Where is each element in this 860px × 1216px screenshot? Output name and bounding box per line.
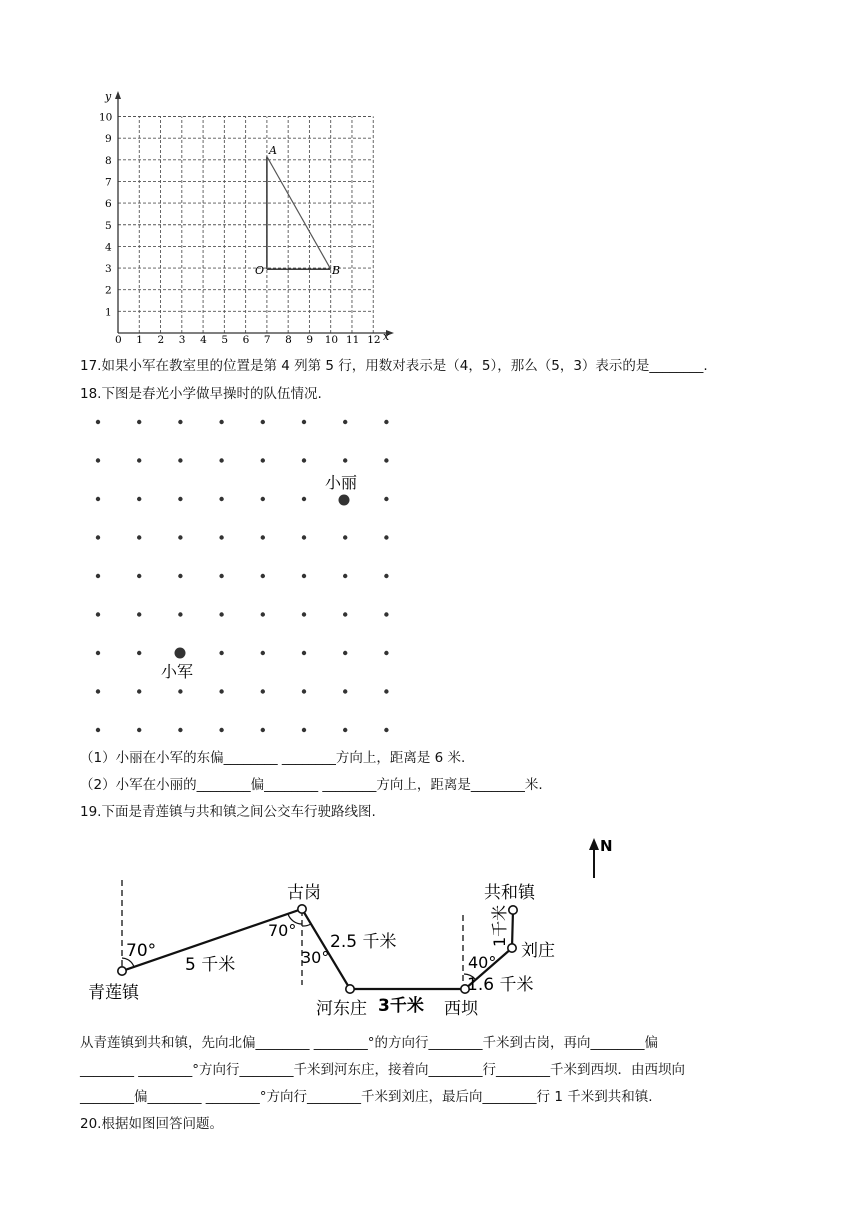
x-tick-labels: [115, 334, 381, 344]
formation-dot: [302, 497, 306, 501]
formation-dot: [137, 535, 141, 539]
north-arrow-icon: [589, 838, 599, 850]
formation-dot: [384, 458, 388, 462]
segment-ab: [267, 157, 331, 270]
distance-label-2-5: 2.5 千米: [330, 932, 397, 952]
question-17: 17.如果小军在教室里的位置是第 4 列第 5 行，用数对表示是（4，5），那么（5，3）表示的是________.: [80, 358, 708, 374]
formation-dot: [384, 689, 388, 693]
formation-dot: [137, 612, 141, 616]
formation-dot: [302, 728, 306, 732]
coordinate-grid-figure: [95, 88, 395, 344]
formation-dot: [343, 689, 347, 693]
point-o-label: O: [255, 264, 265, 277]
question-18-sub2: （2）小军在小丽的________偏________ ________方向上，距离是________米.: [80, 777, 543, 793]
point-b-label: B: [332, 264, 341, 277]
point-a-label: A: [269, 144, 277, 157]
formation-dot: [261, 612, 265, 616]
formation-dot: [137, 420, 141, 424]
formation-dot: [178, 535, 182, 539]
formation-dot: [219, 689, 223, 693]
y-tick-label: 3: [105, 263, 112, 276]
grid-lines: [118, 117, 373, 334]
station-liuzhuang: [508, 944, 516, 952]
angle-label-40: 40°: [468, 953, 497, 972]
bus-route-figure: [80, 830, 660, 1030]
formation-dot: [384, 612, 388, 616]
formation-dot: [261, 420, 265, 424]
north-label: N: [600, 837, 613, 855]
x-tick-label: 2: [157, 334, 165, 344]
y-tick-label: 9: [105, 133, 112, 146]
x-tick-label: 12: [367, 334, 381, 344]
formation-dot: [137, 497, 141, 501]
formation-dot: [261, 574, 265, 578]
y-tick-labels: [99, 112, 112, 319]
formation-dot: [384, 420, 388, 424]
formation-dot: [343, 612, 347, 616]
formation-dot: [96, 612, 100, 616]
x-tick-label: 1: [136, 334, 143, 344]
station-qinglian: [118, 967, 126, 975]
formation-dot: [96, 535, 100, 539]
formation-dot: [219, 535, 223, 539]
town-qinglian-label: 青莲镇: [88, 983, 139, 1003]
formation-dot: [96, 728, 100, 732]
formation-dot: [219, 497, 223, 501]
formation-dot: [261, 497, 265, 501]
x-tick-label: 11: [345, 334, 360, 344]
formation-dot: [96, 651, 100, 655]
y-axis-label: y: [105, 90, 112, 103]
x-tick-label: 7: [263, 334, 271, 344]
xiaojun-label: 小军: [161, 662, 194, 681]
y-tick-label: 6: [105, 198, 112, 211]
angle-arc-gugang-bottom: [302, 924, 311, 926]
formation-dot: [137, 689, 141, 693]
formation-dot: [302, 535, 306, 539]
question-18-title: 18.下图是春光小学做早操时的队伍情况.: [80, 386, 322, 402]
town-gonghe-label: 共和镇: [484, 883, 535, 903]
formation-dot: [178, 458, 182, 462]
y-tick-label: 7: [105, 176, 112, 189]
formation-dot: [343, 574, 347, 578]
formation-dot: [137, 458, 141, 462]
formation-dot: [302, 612, 306, 616]
formation-dot: [343, 420, 347, 424]
formation-dot: [261, 651, 265, 655]
angle-label-30: 30°: [301, 948, 330, 967]
y-tick-label: 1: [105, 306, 112, 319]
angle-label-70-gugang: 70°: [268, 921, 297, 940]
formation-dot: [384, 497, 388, 501]
formation-dot: [219, 651, 223, 655]
distance-label-1: 1千米: [490, 904, 509, 947]
formation-dot: [219, 728, 223, 732]
station-hedongzhuang: [346, 985, 354, 993]
formation-dot: [343, 651, 347, 655]
formation-dot: [261, 689, 265, 693]
distance-label-1-6: 1.6 千米: [467, 975, 534, 995]
question-19-line3: ________偏________ ________°方向行________千米到刘庄，最后向________行 1 千米到共和镇.: [80, 1089, 653, 1105]
formation-dot: [302, 574, 306, 578]
formation-dot: [178, 612, 182, 616]
formation-dot: [302, 420, 306, 424]
distance-label-5: 5 千米: [185, 955, 236, 975]
formation-dot: [219, 458, 223, 462]
x-tick-label: 9: [306, 334, 314, 344]
town-gugang-label: 古岗: [287, 883, 321, 903]
question-19-line1: 从青莲镇到共和镇，先向北偏________ ________°的方向行________千米到古岗，再向________偏: [80, 1035, 659, 1051]
y-tick-label: 4: [105, 241, 112, 254]
question-19-title: 19.下面是青莲镇与共和镇之间公交车行驶路线图.: [80, 804, 376, 820]
xiaoli-label: 小丽: [325, 473, 358, 492]
formation-dot: [96, 458, 100, 462]
station-gonghe: [509, 906, 517, 914]
xiaoli-marker: [339, 495, 350, 506]
y-tick-label: 10: [99, 111, 113, 124]
formation-dot: [178, 689, 182, 693]
formation-dot: [178, 497, 182, 501]
formation-dot: [137, 651, 141, 655]
distance-label-3: 3千米: [378, 996, 424, 1016]
formation-dot: [219, 420, 223, 424]
town-xiba-label: 西坝: [444, 999, 478, 1019]
x-axis-label: x: [383, 330, 390, 343]
formation-dot: [178, 420, 182, 424]
x-tick-label: 3: [178, 334, 186, 344]
dot-formation-figure: [85, 408, 405, 743]
town-hedongzhuang-label: 河东庄: [316, 999, 367, 1019]
angle-label-70-qinglian: 70°: [126, 941, 157, 961]
x-tick-label: 4: [200, 334, 207, 344]
formation-dot: [96, 574, 100, 578]
formation-dot: [261, 728, 265, 732]
xiaojun-marker: [175, 648, 186, 659]
y-tick-label: 8: [105, 154, 112, 167]
y-tick-label: 5: [105, 219, 112, 232]
y-axis-arrow: [115, 91, 121, 99]
x-tick-label: 0: [115, 334, 122, 344]
town-liuzhuang-label: 刘庄: [521, 941, 555, 961]
question-18-sub1: （1）小丽在小军的东偏________ ________方向上，距离是 6 米.: [80, 750, 466, 766]
formation-dot: [384, 728, 388, 732]
formation-dot: [384, 574, 388, 578]
formation-dot: [343, 728, 347, 732]
formation-dot: [261, 458, 265, 462]
question-20: 20.根据如图回答问题。: [80, 1116, 223, 1132]
formation-dot: [96, 689, 100, 693]
formation-dot: [96, 497, 100, 501]
formation-dot: [137, 574, 141, 578]
formation-dot: [137, 728, 141, 732]
formation-dot: [384, 651, 388, 655]
station-gugang: [298, 905, 306, 913]
formation-dot: [302, 651, 306, 655]
formation-dot: [219, 574, 223, 578]
formation-dot: [96, 420, 100, 424]
formation-dot: [261, 535, 265, 539]
x-tick-label: 8: [285, 334, 292, 344]
formation-dot: [384, 535, 388, 539]
formation-dot: [302, 458, 306, 462]
y-tick-label: 2: [105, 284, 112, 297]
x-tick-label: 5: [221, 334, 229, 344]
formation-dot: [178, 574, 182, 578]
formation-dot: [343, 535, 347, 539]
formation-dots: [96, 420, 389, 732]
formation-dot: [343, 458, 347, 462]
formation-dot: [219, 612, 223, 616]
formation-dot: [302, 689, 306, 693]
x-tick-label: 6: [242, 334, 250, 344]
formation-dot: [178, 728, 182, 732]
question-19-line2: ________ ________°方向行________千米到河东庄，接着向________行________千米到西坝．由西坝向: [80, 1062, 686, 1078]
x-tick-label: 10: [324, 334, 339, 344]
